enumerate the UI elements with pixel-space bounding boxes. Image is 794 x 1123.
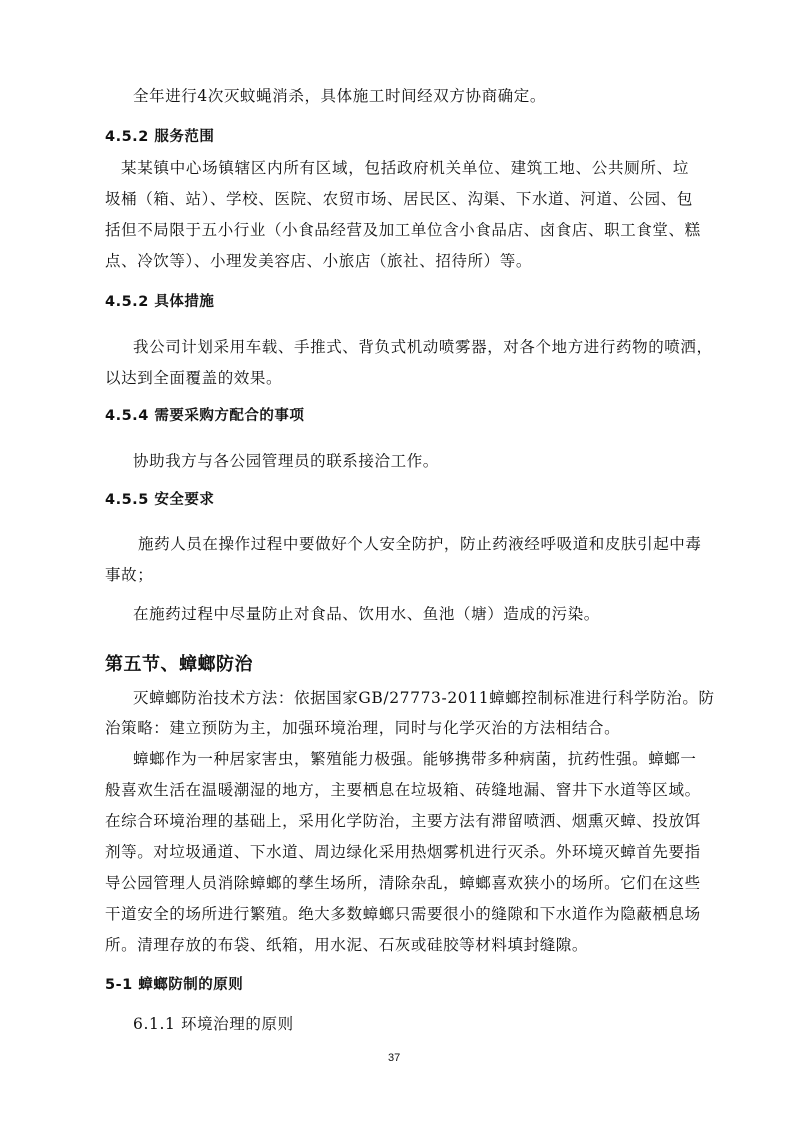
text-line: 以达到全面覆盖的效果。 <box>105 369 283 387</box>
subsection-heading: 5-1 蟑螂防制的原则 <box>105 977 244 993</box>
subsection-heading: 4.5.5 安全要求 <box>105 492 215 508</box>
text-line: 治策略：建立预防为主，加强环境治理，同时与化学灭治的方法相结合。 <box>105 719 621 737</box>
text-line: 剂等。对垃圾通道、下水道、周边绿化采用热烟雾机进行灭杀。外环境灭蟑首先要指 <box>105 843 701 861</box>
subsection-heading: 4.5.4 需要采购方配合的事项 <box>105 408 305 424</box>
section-title: 第五节、蟑螂防治 <box>105 654 253 675</box>
text-line: 导公园管理人员消除蟑螂的孳生场所，清除杂乱，蟑螂喜欢狭小的场所。它们在这些 <box>105 874 701 892</box>
subsection-heading: 4.5.2 服务范围 <box>105 129 215 145</box>
text-line: 某某镇中心场镇辖区内所有区域，包括政府机关单位、建筑工地、公共厕所、垃 <box>121 159 689 177</box>
page-number: 37 <box>388 1052 401 1064</box>
text-line: 般喜欢生活在温暖潮湿的地方，主要栖息在垃圾箱、砖缝地漏、窨井下水道等区域。 <box>105 781 701 799</box>
text-line: 在施药过程中尽量防止对食品、饮用水、鱼池（塘）造成的污染。 <box>133 605 600 623</box>
text-line: 全年进行4次灭蚊蝇消杀，具体施工时间经双方协商确定。 <box>133 87 546 105</box>
text-line: 括但不局限于五小行业（小食品经营及加工单位含小食品店、卤食店、职工食堂、糕 <box>105 221 701 239</box>
text-line: 6.1.1 环境治理的原则 <box>133 1015 294 1033</box>
text-line: 所。清理存放的布袋、纸箱，用水泥、石灰或硅胶等材料填封缝隙。 <box>105 936 589 954</box>
text-line: 我公司计划采用车载、手推式、背负式机动喷雾器，对各个地方进行药物的喷洒， <box>133 338 713 356</box>
subsection-heading: 4.5.2 具体措施 <box>105 294 215 310</box>
text-line: 在综合环境治理的基础上，采用化学防治，主要方法有滞留喷洒、烟熏灭蟑、投放饵 <box>105 812 701 830</box>
text-line: 圾桶（箱、站）、学校、医院、农贸市场、居民区、沟渠、下水道、河道、公园、包 <box>105 190 693 208</box>
text-line: 协助我方与各公园管理员的联系接洽工作。 <box>133 452 439 470</box>
text-line: 施药人员在操作过程中要做好个人安全防护，防止药液经呼吸道和皮肤引起中毒 <box>138 535 702 553</box>
text-line: 蟑螂作为一种居家害虫，繁殖能力极强。能够携带多种病菌，抗药性强。蟑螂一 <box>133 750 697 768</box>
text-line: 点、冷饮等）、小理发美容店、小旅店（旅社、招待所）等。 <box>105 252 532 270</box>
text-line: 事故； <box>105 566 154 584</box>
text-line: 灭蟑螂防治技术方法：依据国家GB/27773-2011蟑螂控制标准进行科学防治。防 <box>133 689 715 707</box>
text-line: 干道安全的场所进行繁殖。绝大多数蟑螂只需要很小的缝隙和下水道作为隐蔽栖息场 <box>105 905 701 923</box>
